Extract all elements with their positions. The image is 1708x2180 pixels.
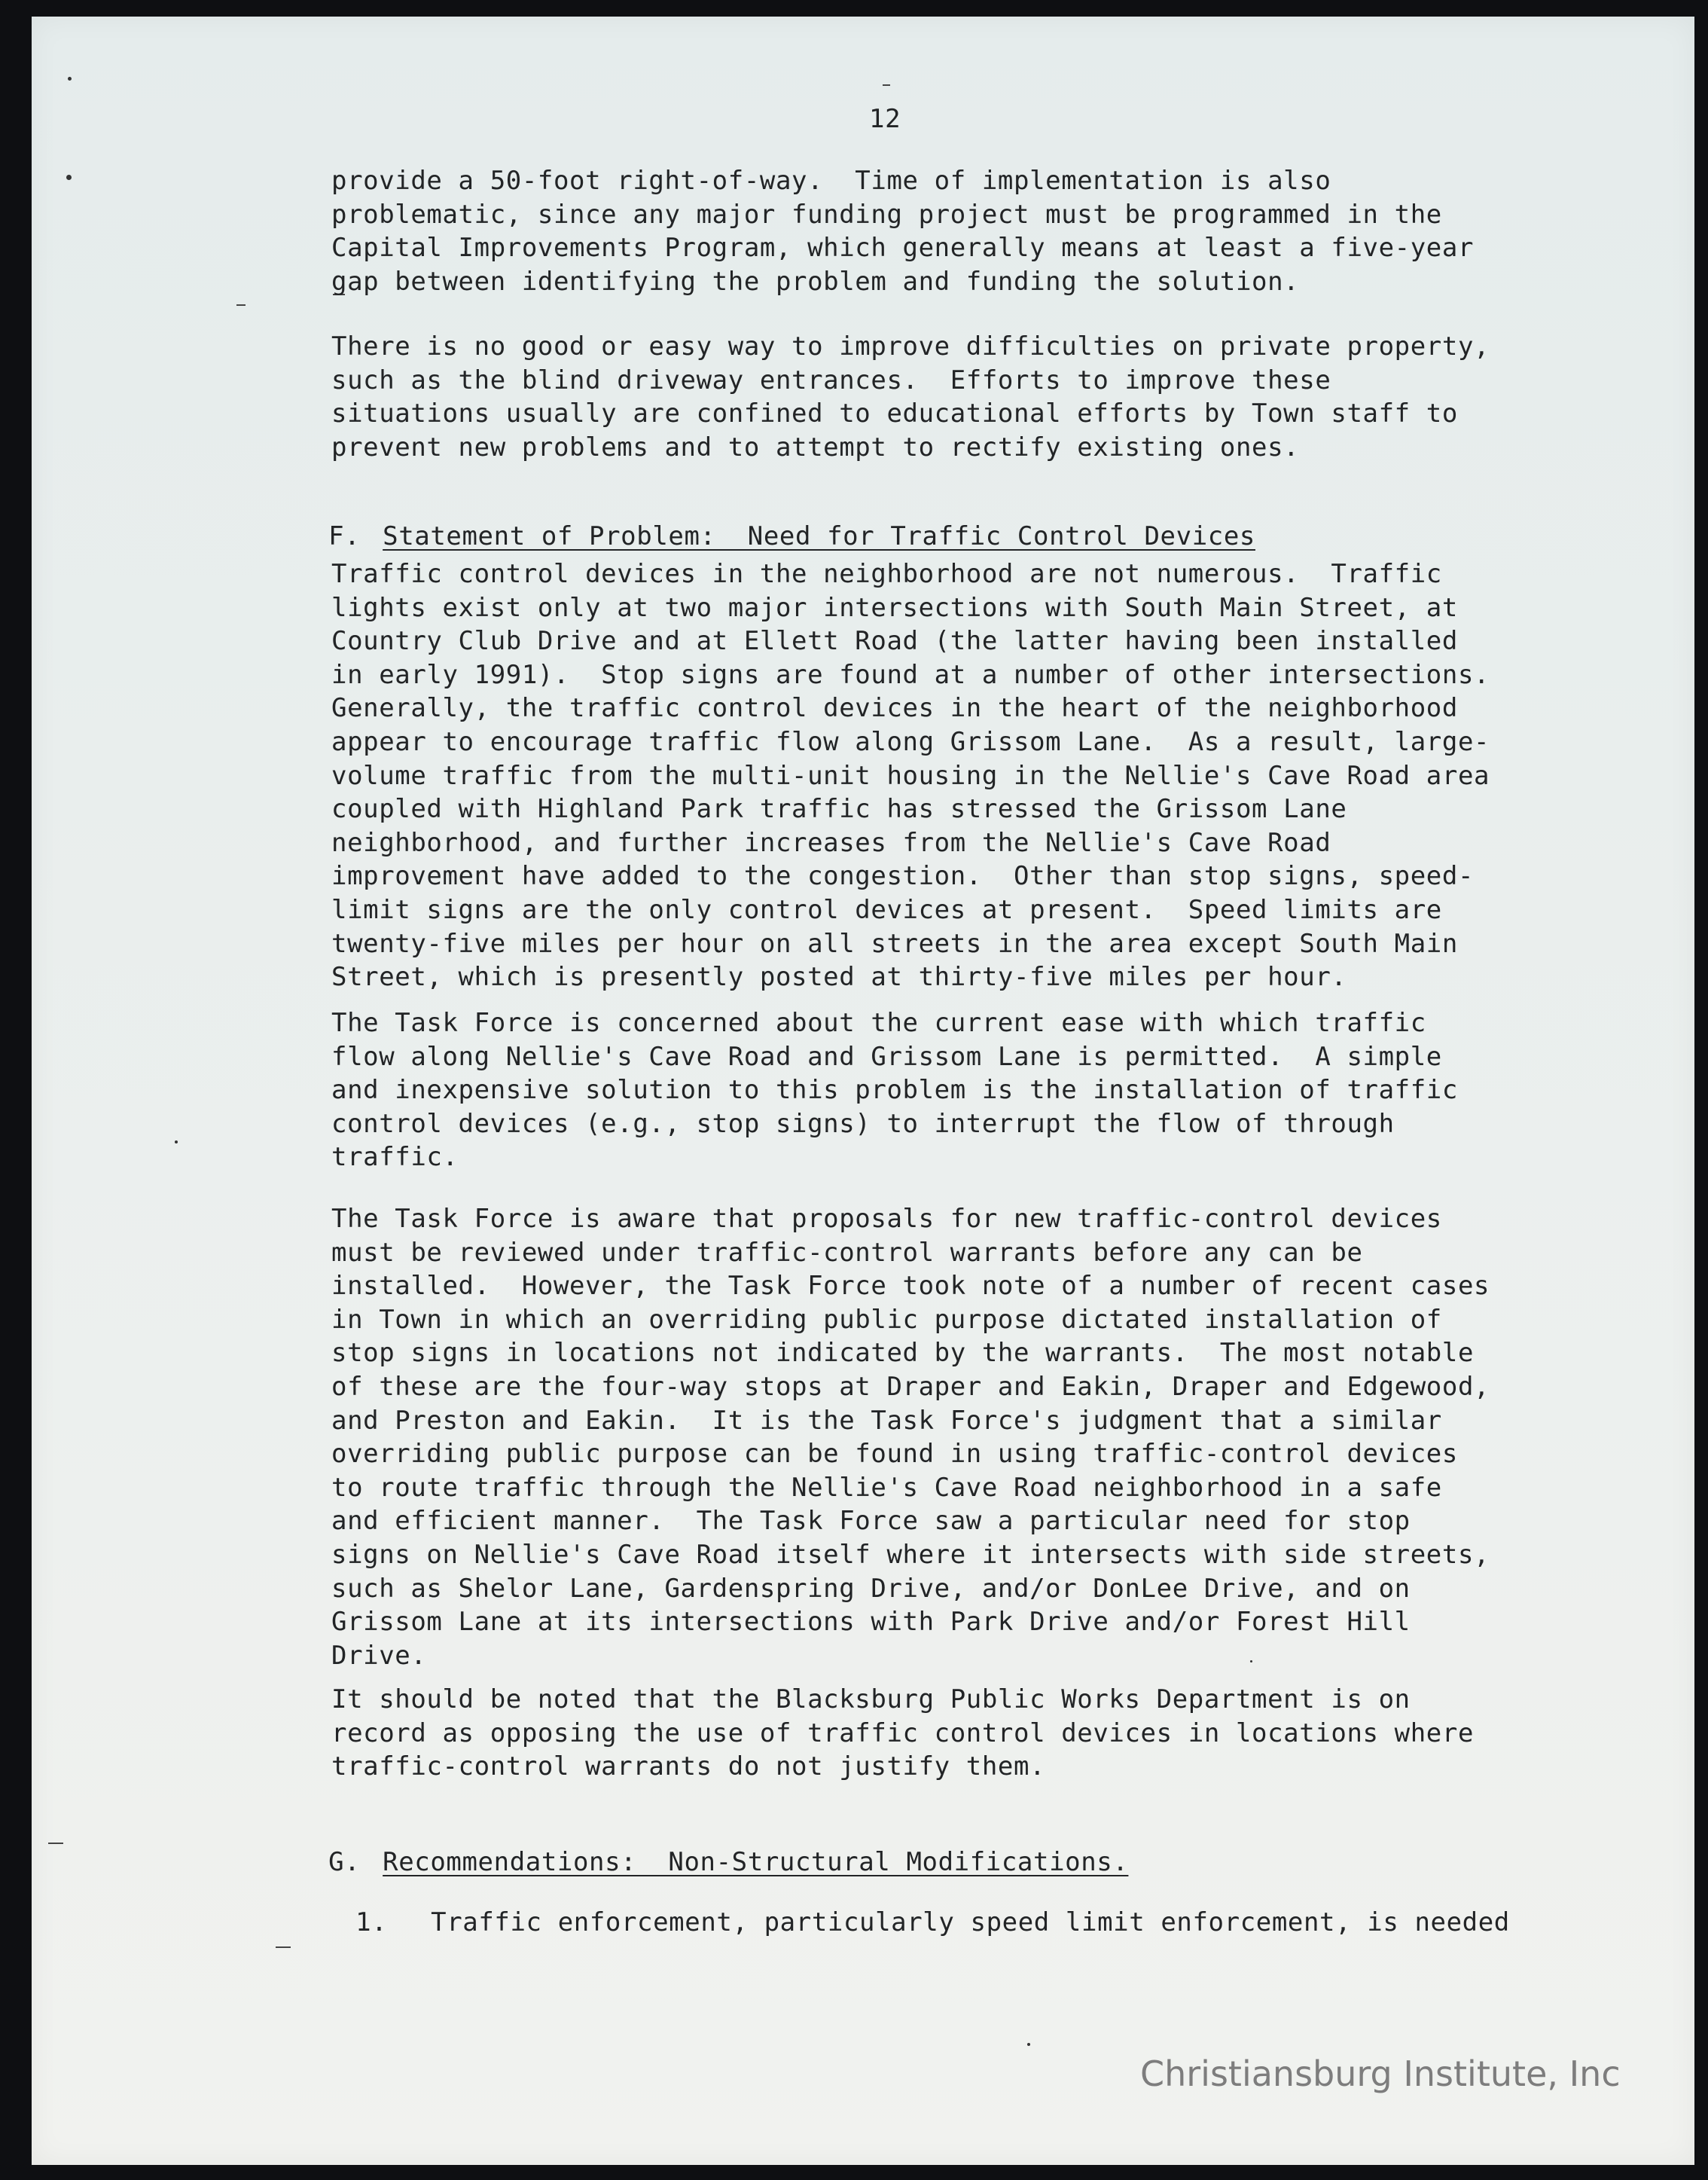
section-heading-g: [297, 1817, 1128, 1877]
paragraph-task-force-proposals: The Task Force is aware that proposals for new traffic-control devices must be reviewed under traffic-control warrants before any can be installed. However, the Task Force took note of a number of recent cases in Town in which an overriding public purpose dictated installation of stop signs in locations not indicated by the warrants. The most notable of these are the four-way stops at Draper and Eakin, Draper and Edgewood, and Preston and Eakin. It is the Task Force's judgment that a similar overriding public purpose can be found in using traffic-control devices to route traffic through the Nellie's Cave Road neighborhood in a safe and efficient manner. The Task Force saw a particular need for stop signs on Nellie's Cave Road itself where it intersects with side streets, such as Shelor Lane, Gardenspring Drive, and/or DonLee Drive, and on Grissom Lane at its intersections with Park Drive and/or Forest Hill Drive.: [331, 1204, 1490, 1671]
section-label: G.: [328, 1847, 361, 1877]
scan-dash: [48, 1843, 63, 1844]
watermark: Christiansburg Institute, Inc: [1140, 2053, 1621, 2094]
scan-speck: [175, 1140, 178, 1143]
paragraph-public-works: It should be noted that the Blacksburg Public Works Department is on record as opposing the use of traffic control devices in locations where traffic-control warrants do not justify them.: [331, 1684, 1475, 1782]
paragraph-task-force-concern: The Task Force is concerned about the current ease with which traffic flow along Nellie's Cave Road and Grissom Lane is permitted. A simple and inexpensive solution to this problem is the installation of traffic control devices (e.g., stop signs) to interrupt the flow of through traffic.: [331, 1008, 1458, 1173]
list-item: [324, 1877, 1510, 1937]
list-item-number: 1.: [355, 1907, 388, 1937]
section-heading-f: [297, 491, 1255, 551]
paragraph-private-property: There is no good or easy way to improve difficulties on private property, such as the blind driveway entrances. Efforts to improve these situations usually are confined to educational efforts by Town staff to prevent new problems and to attempt to rectify existing ones.: [331, 331, 1490, 463]
section-label: F.: [328, 521, 361, 551]
paragraph-right-of-way: provide a 50-foot right-of-way. Time of implementation is also problematic, since any major funding project must be programmed in the Capital Improvements Program, which generally means at least a five-year gap between identifying the problem and funding the solution.: [331, 166, 1475, 297]
scan-speck: [68, 77, 72, 81]
section-title: Statement of Problem: Need for Traffic Control Devices: [383, 521, 1255, 551]
scan-speck: [66, 175, 72, 180]
scan-speck: [1027, 2043, 1030, 2046]
scan-dash: [883, 84, 890, 86]
list-item-text: Traffic enforcement, particularly speed limit enforcement, is needed: [431, 1907, 1510, 1937]
page-number: 12: [869, 104, 901, 134]
scan-dash: [276, 1946, 291, 1948]
paragraph-traffic-control-devices: Traffic control devices in the neighborhood are not numerous. Traffic lights exist only at two major intersections with South Main Street, at Country Club Drive and at Ellett Road (the latter having been installed in early 1991). Stop signs are found at a number of other intersections. Generally, the traffic control devices in the heart of the neighborhood appear to encourage traffic flow along Grissom Lane. As a result, large- volume traffic from the multi-unit housing in the Nellie's Cave Road area coupled with Highland Park traffic has stressed the Grissom Lane neighborhood, and further increases from the Nellie's Cave Road improvement have added to the congestion. Other than stop signs, speed- limit signs are the only control devices at present. Speed limits are twenty-five miles per hour on all streets in the area except South Main Street, which is presently posted at thirty-five miles per hour.: [331, 559, 1490, 993]
section-title: Recommendations: Non-Structural Modifications.: [383, 1847, 1129, 1877]
scan-dash: [236, 304, 246, 306]
